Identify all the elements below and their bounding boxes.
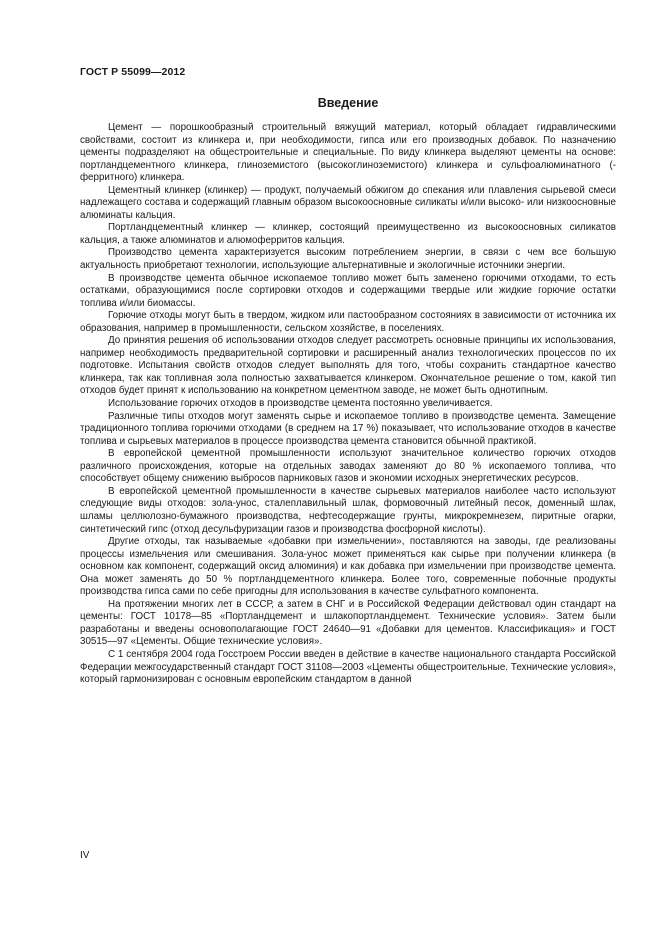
- paragraph: В производстве цемента обычное ископаемое топливо может быть заменено горючими отходами, то есть остатками, образующимися после сортировки отходов и содержащими твердые или жидкие горючие остатки топлива и/или биомассы.: [80, 272, 616, 309]
- paragraph: Различные типы отходов могут заменять сырье и ископаемое топливо в производстве цемента. Замещение традиционного топлива горючими отходами (в среднем на 17 %) показывает, что использование отходов в качестве топлива и сырьевых материалов в процессе производства цемента становится обычной практикой.: [80, 410, 616, 447]
- paragraph: В европейской цементной промышленности в качестве сырьевых материалов наиболее часто используют следующие виды отходов: зола-унос, сталеплавильный шлак, формовочный литейный песок, доменный шлак, шламы целлюлозно-бумажного производства, нефтесодержащие грунты, микрокремнезем, пиритные огарки, синтетический гипс (отход десульфуризации газов и производства фосфорной кислоты).: [80, 485, 616, 535]
- paragraph: До принятия решения об использовании отходов следует рассмотреть основные принципы их использования, например необходимость предварительной сортировки и расширенный анализ технологических процессов по их подготовке. Испытания свойств отходов следует выполнять для того, чтобы сохранить стандартное качество клинкера, так как топливная зола полностью захватывается клинкером. Окончательное решение о том, какой тип отходов будет принят к использованию на конкретном цементном заводе, не может быть однотипным.: [80, 335, 616, 397]
- paragraph: Другие отходы, так называемые «добавки при измельчении», поставляются на заводы, где реализованы процессы измельчения или смешивания. Зола-унос может применяться как сырье при получении клинкера (в основном как компонент, содержащий оксид алюминия) и как добавка при измельчении при производстве цемента. Она может заменять до 50 % портландцементного клинкера. Более того, современные побочные продукты производства гипса сами по себе пригодны для использования в качестве сульфатного компонента.: [80, 536, 616, 598]
- paragraph: Производство цемента характеризуется высоким потреблением энергии, в связи с чем все большую актуальность приобретают технологии, использующие альтернативные и экологичные источники энергии.: [80, 247, 616, 272]
- paragraph: Портландцементный клинкер — клинкер, состоящий преимущественно из высокоосновных силикатов кальция, а также алюминатов и алюмоферритов кальция.: [80, 222, 616, 246]
- paragraph: На протяжении многих лет в СССР, а затем в СНГ и в Российской Федерации действовал один стандарт на цементы: ГОСТ 10178—85 «Портландцемент и шлакопортландцемент. Технические условия». Затем были разработаны и введены основополагающие ГОСТ 24640—91 «Добавки для цементов. Классификация» и ГОСТ 30515—97 «Цементы. Общие технические условия».: [80, 598, 616, 648]
- paragraph: В европейской цементной промышленности используют значительное количество горючих отходов различного происхождения, которые на отдельных заводах заменяют до 80 % ископаемого топлива, что способствует общему снижению выбросов парниковых газов и экономии исходных энергетических ресурсов.: [80, 448, 616, 485]
- paragraph: С 1 сентября 2004 года Госстроем России введен в действие в качестве национального стандарта Российской Федерации межгосударственный стандарт ГОСТ 31108—2003 «Цементы общестроительные. Технические условия», который гармонизирован с основным европейским стандартом в данной: [80, 648, 616, 686]
- standard-header: ГОСТ Р 55099—2012: [80, 66, 186, 78]
- document-body: [80, 122, 616, 687]
- section-title: Введение: [317, 96, 379, 110]
- paragraph: Цемент — порошкообразный строительный вяжущий материал, который обладает гидравлическими свойствами, состоит из клинкера и, при необходимости, гипса или его производных добавок. По назначению цементы подразделяют на общестроительные и специальные. По виду клинкера выделяют цементы на основе: портландцементного клинкера, глиноземистого (высокоглиноземистого) клинкера и сульфоалюминатного (-ферритного) клинкера.: [80, 122, 616, 184]
- paragraph: Горючие отходы могут быть в твердом, жидком или пастообразном состояниях в зависимости от источника их образования, например в промышленности, сельском хозяйстве, в поселениях.: [80, 310, 616, 334]
- paragraph: Цементный клинкер (клинкер) — продукт, получаемый обжигом до спекания или плавления сырьевой смеси надлежащего состава и содержащий главным образом высокоосновные силикаты и/или высоко- или низкоосновные алюминаты кальция.: [80, 184, 616, 221]
- page-number: IV: [80, 850, 90, 861]
- paragraph: Использование горючих отходов в производстве цемента постоянно увеличивается.: [108, 398, 493, 410]
